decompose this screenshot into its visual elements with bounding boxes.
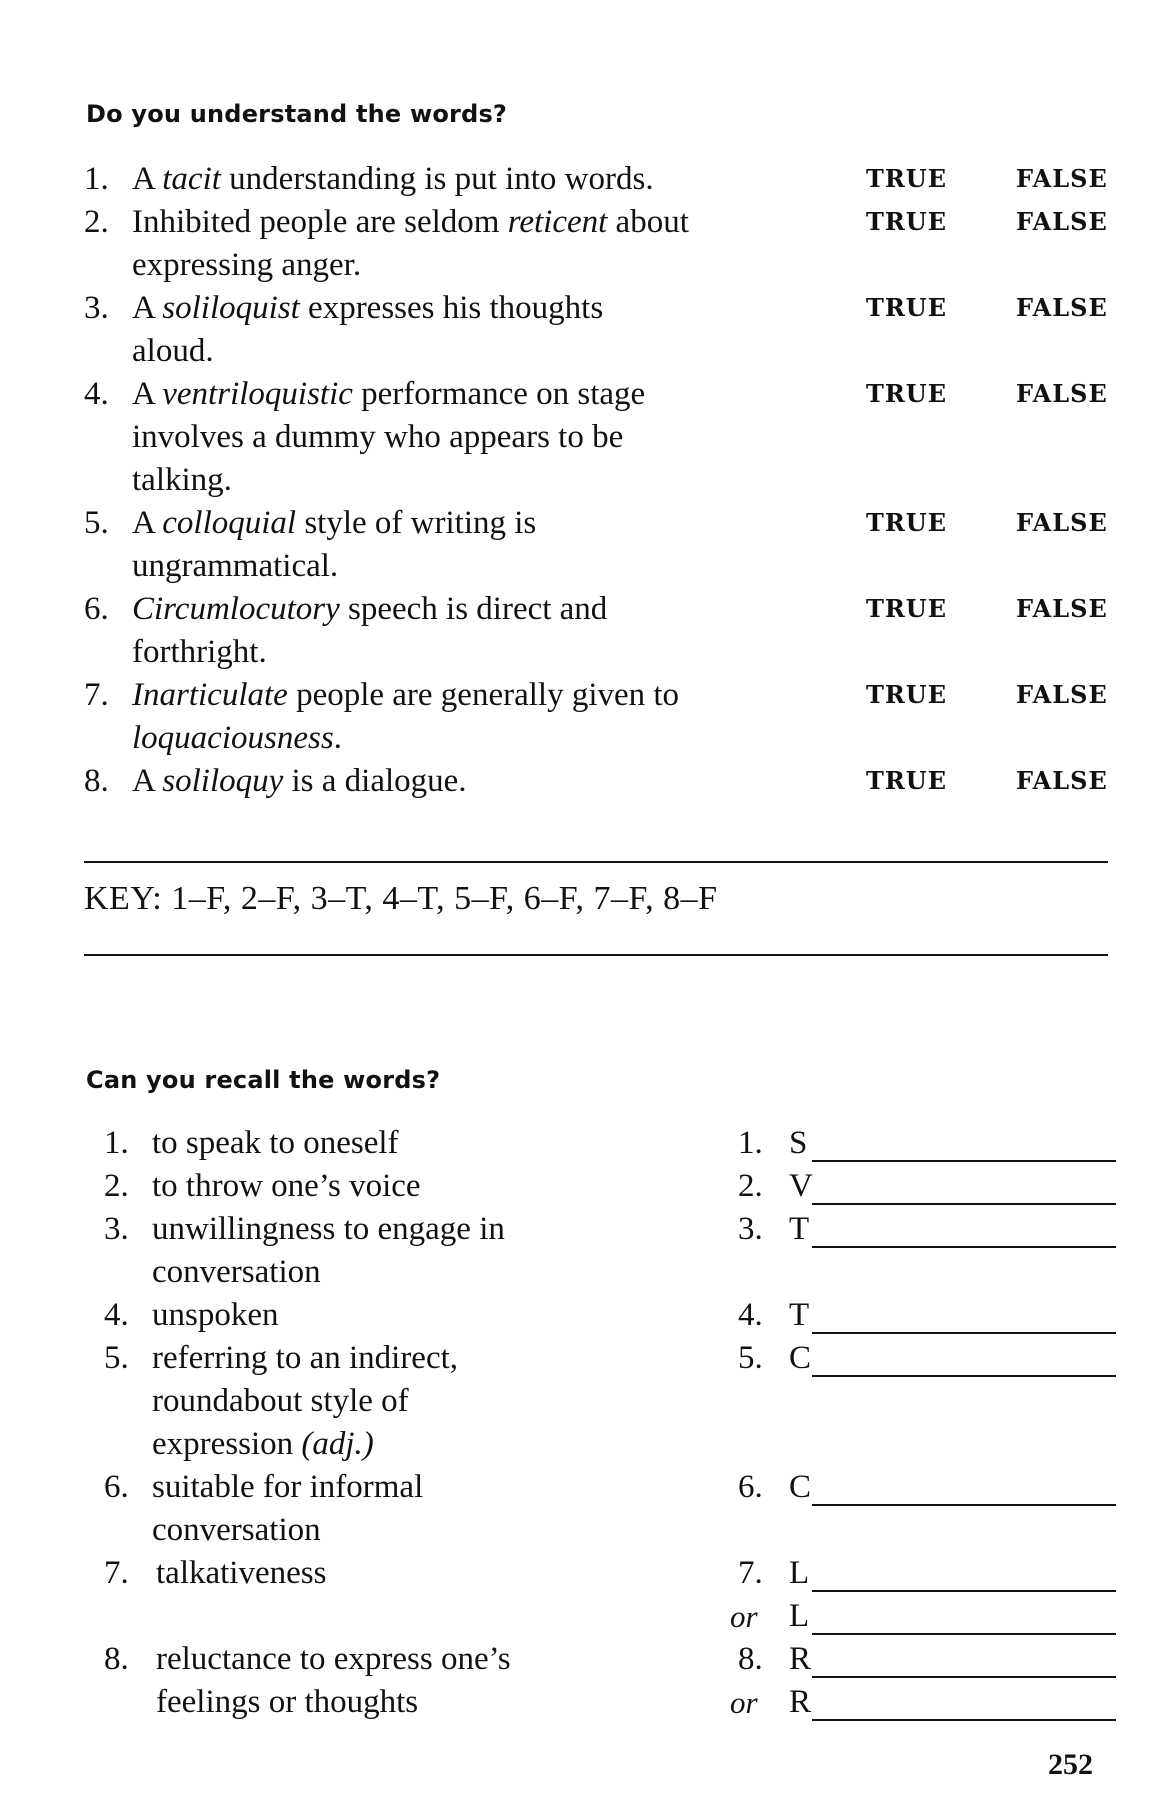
true-option[interactable]: TRUE: [866, 164, 948, 193]
true-option[interactable]: TRUE: [866, 508, 948, 537]
item-number: 8.: [84, 763, 109, 799]
item-statement: A tacit understanding is put into words.: [132, 161, 654, 197]
answer-number: 7.: [738, 1555, 763, 1591]
true-option[interactable]: TRUE: [866, 594, 948, 623]
item-statement: A colloquial style of writing is ungrammatical.: [132, 505, 537, 584]
alternate-or-label: or: [730, 1599, 758, 1634]
item-number: 1.: [104, 1125, 129, 1161]
item-number: 7.: [104, 1555, 129, 1591]
answer-number: 1.: [738, 1125, 763, 1161]
answer-blank[interactable]: [812, 1343, 1116, 1377]
item-number: 6.: [84, 591, 109, 627]
answer-blank[interactable]: [812, 1300, 1116, 1334]
vocab-word: Circumlocutory: [132, 591, 340, 627]
answer-blank-alternate[interactable]: [812, 1687, 1116, 1721]
false-option[interactable]: FALSE: [1016, 508, 1108, 537]
item-number: 3.: [104, 1211, 129, 1247]
item-definition: to throw one’s voice: [152, 1168, 421, 1204]
item-number: 5.: [84, 505, 109, 541]
answer-blank[interactable]: [812, 1171, 1116, 1205]
divider: [84, 954, 1108, 956]
vocab-word: ventriloquistic: [162, 376, 353, 412]
answer-number: 3.: [738, 1211, 763, 1247]
answer-key: KEY: 1–F, 2–F, 3–T, 4–T, 5–F, 6–F, 7–F, 8–F: [84, 880, 718, 917]
false-option[interactable]: FALSE: [1016, 766, 1108, 795]
item-statement: Inhibited people are seldom reticent about expressing anger.: [132, 204, 689, 283]
item-statement: A ventriloquistic performance on stage involves a dummy who appears to be talking.: [132, 376, 646, 498]
item-statement: Circumlocutory speech is direct and forthright.: [132, 591, 608, 670]
item-statement: A soliloquist expresses his thoughts aloud.: [132, 290, 604, 369]
vocab-word: tacit: [162, 161, 221, 197]
item-statement: Inarticulate people are generally given to loquaciousness.: [132, 677, 680, 756]
alternate-or-label: or: [730, 1685, 758, 1720]
section-heading-understand: Do you understand the words?: [86, 100, 508, 128]
answer-blank[interactable]: [812, 1472, 1116, 1506]
item-number: 2.: [104, 1168, 129, 1204]
answer-first-letter: T: [789, 1211, 810, 1247]
answer-first-letter: V: [789, 1168, 813, 1204]
divider: [84, 861, 1108, 863]
true-option[interactable]: TRUE: [866, 766, 948, 795]
item-number: 2.: [84, 204, 109, 240]
false-option[interactable]: FALSE: [1016, 207, 1108, 236]
item-number: 5.: [104, 1340, 129, 1376]
item-definition: reluctance to express one’s feelings or thoughts: [156, 1641, 511, 1720]
item-number: 4.: [104, 1297, 129, 1333]
false-option[interactable]: FALSE: [1016, 594, 1108, 623]
page-number: 252: [1048, 1748, 1093, 1781]
answer-first-letter: R: [789, 1641, 812, 1677]
answer-first-letter: S: [789, 1125, 808, 1161]
vocab-word: colloquial: [162, 505, 297, 541]
item-number: 3.: [84, 290, 109, 326]
item-definition: unwillingness to engage in conversation: [152, 1211, 505, 1290]
abbreviation: (adj.): [301, 1426, 374, 1462]
answer-first-letter: L: [789, 1598, 810, 1634]
false-option[interactable]: FALSE: [1016, 164, 1108, 193]
item-definition: suitable for informal conversation: [152, 1469, 424, 1548]
answer-number: 8.: [738, 1641, 763, 1677]
false-option[interactable]: FALSE: [1016, 379, 1108, 408]
true-option[interactable]: TRUE: [866, 680, 948, 709]
false-option[interactable]: FALSE: [1016, 293, 1108, 322]
item-number: 4.: [84, 376, 109, 412]
item-statement: A soliloquy is a dialogue.: [132, 763, 467, 799]
answer-blank[interactable]: [812, 1644, 1116, 1678]
vocab-word: soliloquist: [162, 290, 300, 326]
answer-blank-alternate[interactable]: [812, 1601, 1116, 1635]
answer-first-letter: L: [789, 1555, 810, 1591]
answer-number: 6.: [738, 1469, 763, 1505]
vocab-word: Inarticulate: [132, 677, 288, 713]
answer-number: 5.: [738, 1340, 763, 1376]
answer-first-letter: C: [789, 1340, 812, 1376]
answer-first-letter: T: [789, 1297, 810, 1333]
item-definition: to speak to oneself: [152, 1125, 399, 1161]
answer-first-letter: R: [789, 1684, 812, 1720]
answer-blank[interactable]: [812, 1558, 1116, 1592]
answer-blank[interactable]: [812, 1128, 1116, 1162]
item-number: 8.: [104, 1641, 129, 1677]
vocab-word: reticent: [507, 204, 608, 240]
item-number: 6.: [104, 1469, 129, 1505]
item-definition: talkativeness: [156, 1555, 327, 1591]
true-option[interactable]: TRUE: [866, 293, 948, 322]
answer-first-letter: C: [789, 1469, 812, 1505]
item-definition: referring to an indirect, roundabout style of expression (adj.): [152, 1340, 459, 1462]
section-heading-recall: Can you recall the words?: [86, 1066, 441, 1094]
answer-number: 4.: [738, 1297, 763, 1333]
answer-number: 2.: [738, 1168, 763, 1204]
answer-blank[interactable]: [812, 1214, 1116, 1248]
item-number: 7.: [84, 677, 109, 713]
true-option[interactable]: TRUE: [866, 207, 948, 236]
vocab-word: loquaciousness: [132, 720, 334, 756]
false-option[interactable]: FALSE: [1016, 680, 1108, 709]
item-number: 1.: [84, 161, 109, 197]
item-definition: unspoken: [152, 1297, 279, 1333]
vocab-word: soliloquy: [162, 763, 284, 799]
true-option[interactable]: TRUE: [866, 379, 948, 408]
